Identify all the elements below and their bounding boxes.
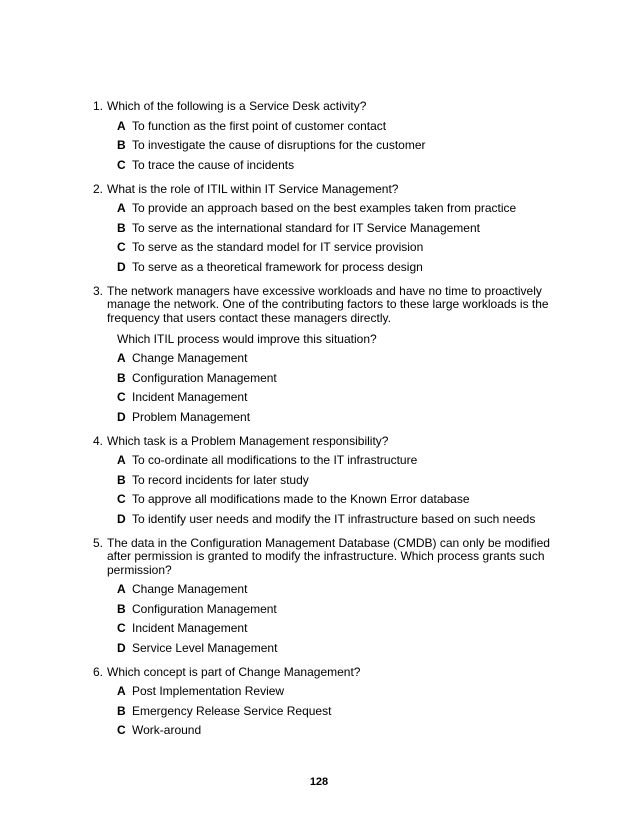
option-letter: A: [117, 118, 126, 133]
question-number: 5.: [93, 535, 104, 550]
option-letter: B: [117, 138, 126, 152]
option-text: To approve all modifications made to the Known Error database: [132, 492, 470, 506]
option-letter: B: [117, 601, 126, 616]
question-header: [93, 183, 563, 197]
option-text: Configuration Management: [132, 601, 277, 616]
option-letter: A: [117, 201, 126, 215]
option-a: [117, 202, 563, 216]
option-c: [117, 391, 563, 405]
question-header: [93, 666, 563, 680]
option-d: [117, 411, 563, 425]
option-a: [117, 352, 563, 366]
option-d: [117, 642, 563, 656]
option-text: To serve as the international standard for IT Service Management: [132, 220, 480, 235]
option-letter: B: [117, 472, 126, 487]
option-c: [117, 159, 563, 173]
option-letter: A: [117, 684, 126, 698]
option-list: [117, 352, 563, 424]
option-d: [117, 513, 563, 527]
option-a: [117, 120, 563, 134]
option-letter: A: [117, 351, 126, 365]
option-text: To identify user needs and modify the IT infrastructure based on such needs: [132, 511, 536, 526]
option-letter: B: [117, 703, 126, 718]
option-text: Change Management: [132, 582, 248, 596]
option-text: To co-ordinate all modifications to the IT infrastructure: [132, 453, 418, 467]
question-text: What is the role of ITIL within IT Service Management?: [107, 181, 399, 196]
option-letter: C: [117, 157, 126, 172]
question-header: [93, 285, 563, 326]
option-letter: C: [117, 492, 126, 506]
option-text: To record incidents for later study: [132, 472, 309, 487]
option-c: [117, 493, 563, 507]
question-2: [93, 183, 563, 275]
option-text: Incident Management: [132, 390, 248, 404]
question-header: [93, 435, 563, 449]
option-letter: C: [117, 390, 126, 404]
option-list: [117, 583, 563, 655]
option-list: [117, 454, 563, 526]
option-b: [117, 705, 563, 719]
option-letter: B: [117, 370, 126, 385]
question-number: 1.: [93, 99, 104, 113]
option-text: To serve as a theoretical framework for process design: [132, 259, 423, 274]
option-a: [117, 454, 563, 468]
question-1: [93, 100, 563, 172]
option-c: [117, 724, 563, 738]
option-text: To trace the cause of incidents: [132, 157, 295, 172]
question-text: Which concept is part of Change Management?: [107, 664, 361, 679]
option-letter: D: [117, 640, 126, 655]
option-text: Change Management: [132, 351, 248, 365]
option-text: Problem Management: [132, 409, 251, 424]
page-number: 128: [309, 776, 329, 788]
option-letter: C: [117, 621, 126, 635]
option-a: [117, 685, 563, 699]
option-a: [117, 583, 563, 597]
option-letter: A: [117, 453, 126, 467]
option-letter: D: [117, 511, 126, 526]
option-text: To investigate the cause of disruptions for the customer: [132, 138, 426, 152]
question-4: [93, 435, 563, 527]
option-letter: D: [117, 409, 126, 424]
option-text: Work-around: [132, 723, 202, 737]
question-number: 2.: [93, 181, 104, 196]
question-number: 4.: [93, 433, 104, 448]
question-5: [93, 537, 563, 656]
option-text: To function as the first point of customer contact: [132, 118, 387, 133]
question-text: The network managers have excessive workloads and have no time to proactively manage the network. One of the contributing factors to these large workloads is the frequency that users contact these managers directly.: [107, 283, 549, 325]
option-letter: D: [117, 259, 126, 274]
question-header: [93, 100, 563, 114]
option-list: [117, 202, 563, 274]
option-letter: B: [117, 220, 126, 235]
option-letter: A: [117, 582, 126, 596]
option-text: To serve as the standard model for IT service provision: [132, 240, 424, 254]
question-note: Which ITIL process would improve this situation?: [117, 331, 377, 346]
option-text: Configuration Management: [132, 370, 277, 385]
option-c: [117, 241, 563, 255]
question-text: Which task is a Problem Management responsibility?: [107, 433, 389, 448]
option-text: Post Implementation Review: [132, 684, 285, 698]
option-b: [117, 222, 563, 236]
option-text: Service Level Management: [132, 640, 278, 655]
question-header: [93, 537, 563, 578]
option-b: [117, 603, 563, 617]
option-b: [117, 372, 563, 386]
option-c: [117, 622, 563, 636]
option-text: Emergency Release Service Request: [132, 703, 332, 718]
question-text: Which of the following is a Service Desk activity?: [107, 99, 367, 113]
option-text: To provide an approach based on the best examples taken from practice: [132, 201, 517, 215]
question-list: [93, 100, 563, 748]
option-letter: C: [117, 240, 126, 254]
question-3: [93, 285, 563, 425]
question-number: 3.: [93, 283, 104, 298]
option-list: [117, 685, 563, 738]
option-list: [117, 120, 563, 173]
question-6: [93, 666, 563, 738]
option-b: [117, 474, 563, 488]
option-d: [117, 261, 563, 275]
question-number: 6.: [93, 664, 104, 679]
option-text: Incident Management: [132, 621, 248, 635]
option-letter: C: [117, 723, 126, 737]
question-text: The data in the Configuration Management Database (CMDB) can only be modified after permission is granted to modify the infrastructure. Which process grants such permission?: [107, 535, 550, 577]
option-b: [117, 139, 563, 153]
